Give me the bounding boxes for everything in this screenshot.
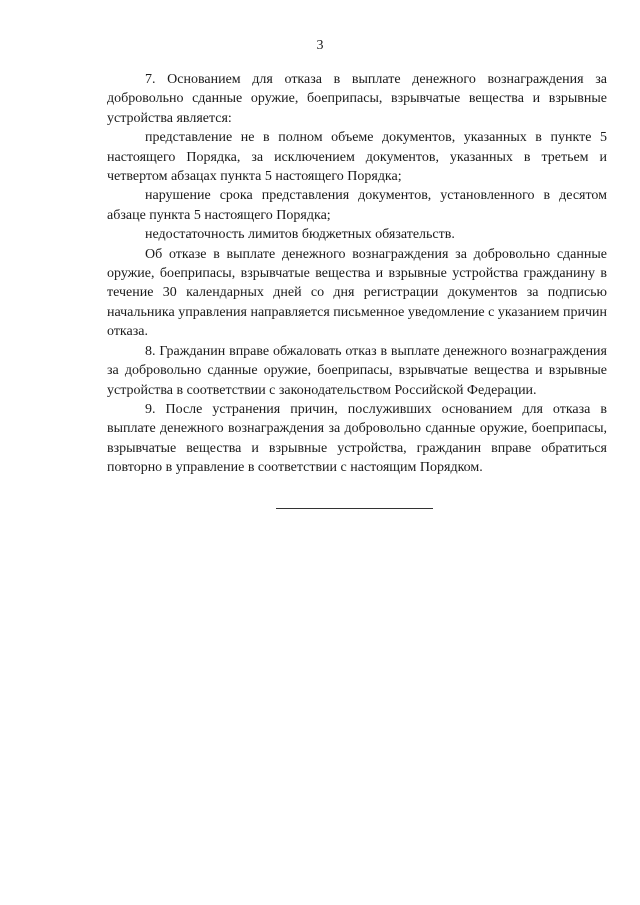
document-body xyxy=(107,70,607,478)
end-of-document-rule xyxy=(276,508,433,509)
paragraph-refusal-notice: Об отказе в выплате денежного вознаграждения за добровольно сданные оружие, боеприпасы, взрывчатые вещества и взрывные устройства гражданину в течение 30 календарных дней со дня регистрации документов за подписью начальника управления направляется письменное уведомление с указанием причин отказа. xyxy=(107,246,607,340)
paragraph-7-intro: 7. Основанием для отказа в выплате денежного вознаграждения за добровольно сданные оружие, боеприпасы, взрывчатые вещества и взрывные устройства является: xyxy=(107,72,607,126)
paragraph-7-item-deadline-violation: нарушение срока представления документов, установленного в десятом абзаце пункта 5 настоящего Порядка; xyxy=(107,188,607,223)
paragraph-7-item-budget-limits: недостаточность лимитов бюджетных обязательств. xyxy=(145,227,455,243)
page-number: 3 xyxy=(316,38,324,53)
paragraph-7-item-incomplete-documents: представление не в полном объеме документов, указанных в пункте 5 настоящего Порядка, за исключением документов, указанных в третьем и четвертом абзацах пункта 5 настоящего Порядка; xyxy=(107,130,607,185)
paragraph-8-appeal: 8. Гражданин вправе обжаловать отказ в выплате денежного вознаграждения за добровольно сданные оружие, боеприпасы, взрывчатые вещества и взрывные устройства в соответствии с законодательством Российской Федерации. xyxy=(107,343,607,398)
paragraph-9-reapply: 9. После устранения причин, послуживших основанием для отказа в выплате денежного вознаграждения за добровольно сданные оружие, боеприпасы, взрывчатые вещества и взрывные устройства, гражданин вправе обратиться повторно в управление в соответствии с настоящим Порядком. xyxy=(107,401,607,476)
